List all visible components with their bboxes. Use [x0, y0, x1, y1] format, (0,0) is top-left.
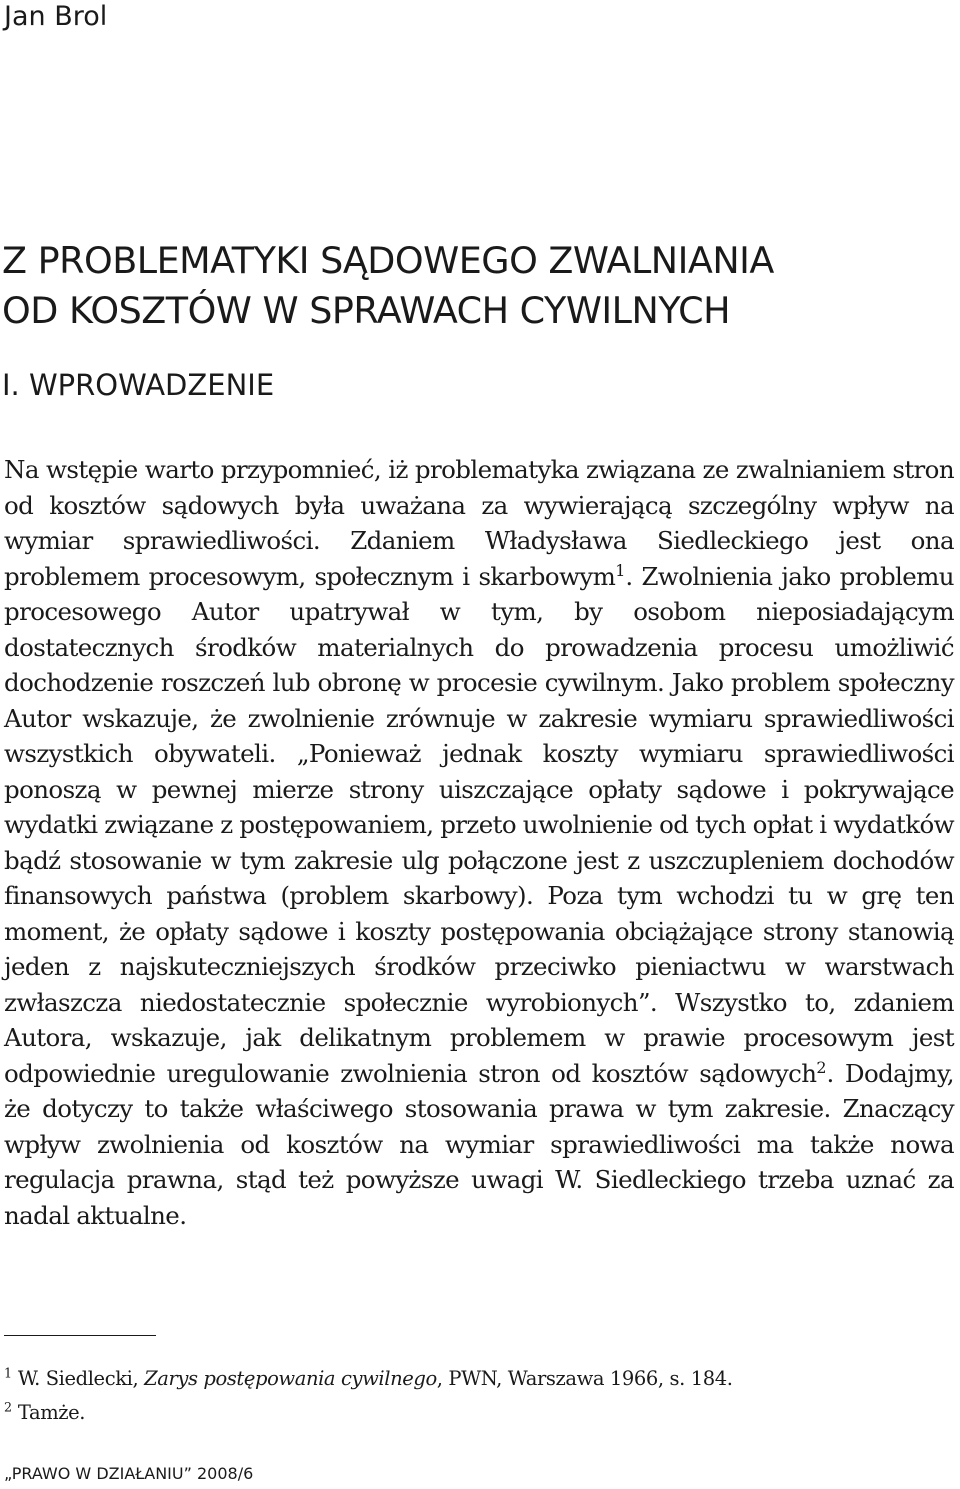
footnote-1-number: 1	[4, 1365, 13, 1381]
journal-footer: „PRAWO W DZIAŁANIU” 2008/6	[4, 1464, 254, 1483]
paragraph-part-3: . Dodajmy, że dotyczy to także właściwego stosowania prawa w tym zakresie. Znaczący wpływ zwolnienia od kosztów na wymiar sprawiedliwości ma także nowa regulacja prawna, stąd też powyższe uwagi W. Siedleckiego trzeba uznać za nadal aktualne.	[4, 1058, 954, 1230]
footnote-2-text: Tamże.	[17, 1401, 86, 1424]
paragraph-part-2: . Zwolnienia jako problemu procesowego Autor upatrywał w tym, by osobom nieposiadającym dostatecznych środków materialnych do prowadzenia procesu umożliwić dochodzenie roszczeń lub obronę w procesie cywilnym. Jako problem społeczny Autor wskazuje, że zwolnienie zrównuje w zakresie wymiaru sprawiedliwości wszystkich obywateli. „Ponieważ jednak koszty wymiaru sprawiedliwości ponoszą w pewnej mierze strony uiszczające opłaty sądowe i pokrywające wydatki związane z postępowaniem, przeto uwolnienie od tych opłat i wydatków bądź stosowanie w tym zakresie ulg połączone jest z uszczupleniem dochodów finansowych państwa (problem skarbowy). Poza tym wchodzi tu w grę ten moment, że opłaty sądowe i koszty postępowania obciążające strony stanowią jeden z najskuteczniejszych środków przeciwko pieniactwu w warstwach zwłaszcza niedostatecznie społecznie wyrobionych”. Wszystko to, zdaniem Autora, wskazuje, jak delikatnym problemem w prawie procesowym jest odpowiednie uregulowanie zwolnienia stron od kosztów sądowych	[4, 561, 954, 1088]
section-heading: I. WPROWADZENIE	[2, 368, 275, 402]
footnote-2-number: 2	[4, 1399, 13, 1415]
paragraph-part-1: Na wstępie warto przypomnieć, iż problematyka związana ze zwalnianiem stron od kosztów sądowych była uważana za wywierającą szczególny wpływ na wymiar sprawiedliwości. Zdaniem Władysława Siedleckiego jest ona problemem procesowym, społecznym i skarbowym	[4, 455, 954, 591]
footnote-1-text-before: W. Siedlecki,	[17, 1367, 145, 1390]
footnote-1	[4, 1362, 954, 1396]
article-title	[2, 236, 952, 336]
article-title-line-1: Z PROBLEMATYKI SĄDOWEGO ZWALNIANIA	[2, 239, 774, 282]
article-title-line-2: OD KOSZTÓW W SPRAWACH CYWILNYCH	[2, 289, 731, 332]
body-paragraph	[4, 452, 954, 1233]
footnote-ref-2: 2	[816, 1057, 827, 1077]
footnote-1-title: Zarys postępowania cywilnego	[144, 1367, 437, 1390]
footnotes	[4, 1362, 954, 1430]
footnote-1-text-after: , PWN, Warszawa 1966, s. 184.	[436, 1367, 733, 1390]
footnote-separator	[4, 1335, 156, 1336]
author-name: Jan Brol	[4, 1, 108, 32]
footnote-2	[4, 1396, 954, 1430]
footnote-ref-1: 1	[615, 560, 626, 580]
